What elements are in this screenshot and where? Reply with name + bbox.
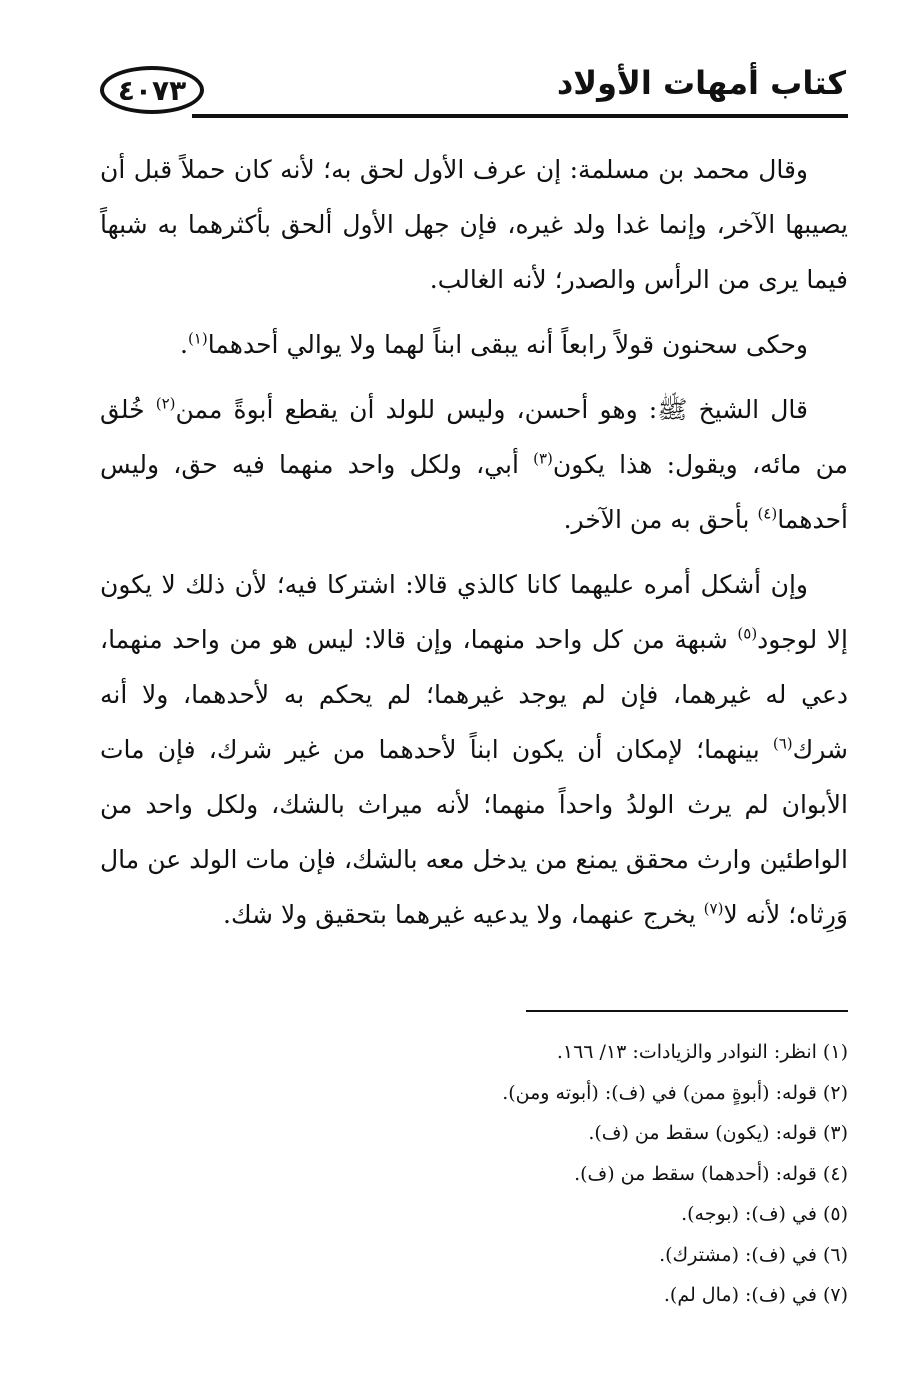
footnote-5: (٥) في (ف): (بوجه). <box>681 1203 848 1225</box>
paragraph-text: بأحق به من الآخر. <box>563 505 758 534</box>
page-number <box>100 66 204 114</box>
footnote-ref: (٥) <box>737 624 758 643</box>
page-number-text: ٤٠٧٣ <box>117 73 187 107</box>
paragraph-text: وحكى سحنون قولاً رابعاً أنه يبقى ابناً لهما ولا يوالي أحدهما <box>207 330 808 359</box>
main-text <box>100 142 848 952</box>
paragraph-text: أبي، ولكل واحد منهما فيه حق، وليس أحدهما <box>100 450 848 534</box>
paragraph-2 <box>100 317 848 372</box>
paragraph-text: . <box>179 330 188 359</box>
footnote-2: (٢) قوله: (أبوةٍ ممن) في (ف): (أبوته ومن). <box>502 1081 848 1104</box>
paragraph-text: وقال محمد بن مسلمة: إن عرف الأول لحق به؛ لأنه كان حملاً قبل أن يصيبها الآخر، وإنما غدا ولد غيره، فإن جهل الأول ألحق بأكثرهما به شبهاً فيما يرى من الرأس والصدر؛ لأنه الغالب. <box>100 155 848 294</box>
page-header <box>100 58 848 120</box>
paragraph-1 <box>100 142 848 307</box>
paragraph-3 <box>100 382 848 547</box>
footnote-ref: (٧) <box>703 899 724 918</box>
footnote-6: (٦) في (ف): (مشترك). <box>659 1243 848 1266</box>
paragraph-text: خُلق من مائه، ويقول: هذا يكون <box>100 395 848 479</box>
paragraph-text: وإن أشكل أمره عليهما كانا كالذي قالا: اشتركا فيه؛ لأن ذلك لا يكون إلا لوجود <box>100 570 849 654</box>
paragraph-4 <box>100 557 848 942</box>
paragraph-text: بينهما؛ لإمكان أن يكون ابناً لأحدهما من غير شرك، فإن مات الأبوان لم يرث الولدُ واحداً منهما؛ لأنه ميراث بالشك، ولكل واحد من الواطئين وارث محقق يمنع من يدخل معه بالشك، فإن مات الولد عن مال وَرِثاه؛ لأنه لا <box>100 735 848 929</box>
footnote-ref: (٦) <box>772 734 793 753</box>
paragraph-text: قال الشيخ ﷺ: وهو أحسن، وليس للولد أن يقطع أبوةً ممن <box>175 395 809 424</box>
footnote-3: (٣) قوله: (يكون) سقط من (ف). <box>588 1122 848 1144</box>
header-rule <box>192 114 848 118</box>
footnote-separator <box>526 1010 848 1012</box>
footnote-ref: (١) <box>187 329 208 348</box>
paragraph-text: يخرج عنهما، ولا يدعيه غيرهما بتحقيق ولا شك. <box>223 900 704 929</box>
book-title: كتاب أمهات الأولاد <box>556 64 846 102</box>
footnotes <box>328 1032 848 1316</box>
paragraph-text: شبهة من كل واحد منهما، وإن قالا: ليس هو من واحد منهما، دعي له غيرهما، فإن لم يوجد غيرهما؛ لم يحكم به لأحدهما، ولا أنه شرك <box>100 625 848 764</box>
footnote-ref: (٣) <box>533 449 553 468</box>
footnote-4: (٤) قوله: (أحدهما) سقط من (ف). <box>574 1162 848 1185</box>
footnote-ref: (٤) <box>757 504 778 523</box>
footnote-1: (١) انظر: النوادر والزيادات: ١٣/ ١٦٦. <box>556 1041 848 1063</box>
footnote-ref: (٢) <box>155 394 176 413</box>
footnote-7: (٧) في (ف): (مال لم). <box>663 1284 848 1306</box>
